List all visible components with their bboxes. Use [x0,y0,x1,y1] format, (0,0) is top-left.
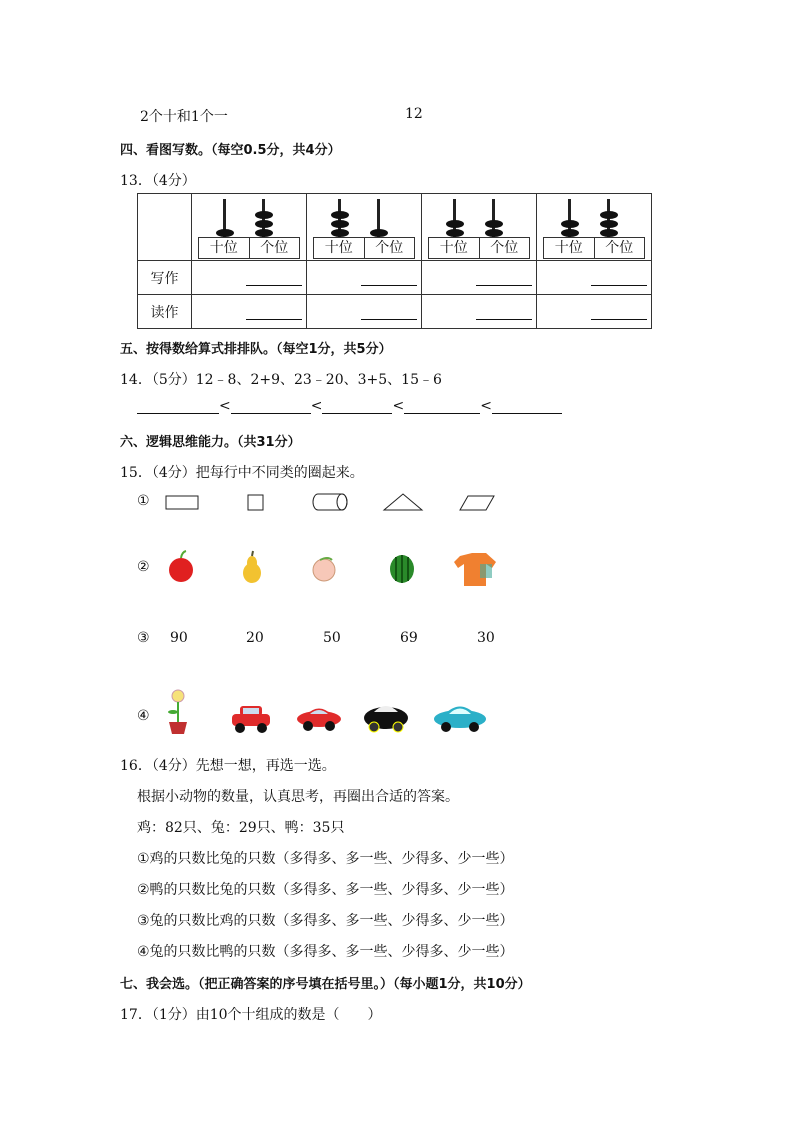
abacus-cell-4: 十位 个位 [537,194,652,261]
abacus-bead [370,229,388,237]
q17-label: 17．（1分）由10个十组成的数是（ ） [120,1007,382,1023]
section-4-title: 四、看图写数。（每空0.5分，共4分） [120,143,341,158]
write-blank-2[interactable] [361,271,417,286]
order-blank-1[interactable] [137,399,219,414]
q16-intro: 根据小动物的数量，认真思考，再圈出合适的答案。 [137,789,459,805]
cylinder-icon [313,494,347,510]
abacus-cell-2: 十位 个位 [307,194,422,261]
abacus-bead [331,229,349,237]
shirt-icon [454,553,496,586]
abacus-cell-1: 十位 个位 [192,194,307,261]
rectangle-icon [166,496,198,509]
q16-counts: 鸡：82只、兔：29只、鸭：35只 [137,820,345,836]
abacus-bead [255,220,273,228]
abacus-bead [255,229,273,237]
read-blank-4[interactable] [591,305,647,320]
peach-icon [313,558,335,581]
section-7-title: 七、我会选。（把正确答案的序号填在括号里。）（每小题1分，共10分） [120,977,531,992]
abacus-bead [485,229,503,237]
corner-cell [138,194,192,261]
black-car-icon [364,706,408,732]
red-car-icon [297,709,341,732]
number-item-5: 30 [477,630,495,646]
read-blank-1[interactable] [246,305,302,320]
q13-label: 13．（4分） [120,173,196,189]
abacus-bead [255,211,273,219]
read-blank-2[interactable] [361,305,417,320]
number-item-1: 90 [170,630,188,646]
pear-icon [243,551,261,583]
prev-question-left: 2个十和1个一 [140,109,228,125]
q16-label: 16．（4分）先想一想，再选一选。 [120,758,336,774]
row4-marker: ④ [137,708,150,724]
ordering-blanks: < < < < [137,398,562,414]
write-blank-4[interactable] [591,271,647,286]
abacus-bead [600,211,618,219]
number-item-4: 69 [400,630,418,646]
abacus-bead [446,220,464,228]
abacus-bead [485,220,503,228]
abacus-bead [561,220,579,228]
row3-marker: ③ [137,630,150,646]
q14-label: 14．（5分）12﹣8、2+9、23﹣20、3+5、15﹣6 [120,372,442,388]
q16-item-1: ①鸡的只数比兔的只数（多得多、多一些、少得多、少一些） [137,851,514,867]
section-5-title: 五、按得数给算式排排队。（每空1分，共5分） [120,342,392,357]
abacus-bead [331,220,349,228]
abacus-bead [600,220,618,228]
parallelogram-icon [460,496,494,510]
flower-pot-icon [168,690,187,734]
q15-label: 15．（4分）把每行中不同类的圈起来。 [120,465,364,481]
write-blank-3[interactable] [476,271,532,286]
read-blank-3[interactable] [476,305,532,320]
shapes-row [160,488,500,516]
row-write-label: 写作 [138,261,192,295]
apple-icon [169,551,193,582]
prev-question-right: 12 [405,106,423,122]
blue-car-icon [434,707,486,733]
q16-item-3: ③兔的只数比鸡的只数（多得多、多一些、少得多、少一些） [137,913,514,929]
watermelon-icon [390,555,414,583]
order-blank-5[interactable] [492,399,562,414]
number-item-3: 50 [323,630,341,646]
order-blank-4[interactable] [404,399,480,414]
q16-item-2: ②鸭的只数比兔的只数（多得多、多一些、少得多、少一些） [137,882,514,898]
row2-marker: ② [137,559,150,575]
abacus-bead [331,211,349,219]
q16-item-4: ④兔的只数比鸭的只数（多得多、多一些、少得多、少一些） [137,944,514,960]
abacus-bead [446,229,464,237]
order-blank-2[interactable] [231,399,311,414]
abacus-bead [216,229,234,237]
write-blank-1[interactable] [246,271,302,286]
red-car-icon [232,706,270,733]
vehicles-row [160,688,490,738]
order-blank-3[interactable] [322,399,392,414]
number-item-2: 20 [246,630,264,646]
abacus-cell-3: 十位 个位 [422,194,537,261]
abacus-table [137,193,652,329]
square-icon [248,495,263,510]
abacus-bead [600,229,618,237]
fruits-row [160,548,500,590]
abacus-bead [561,229,579,237]
section-6-title: 六、逻辑思维能力。（共31分） [120,435,301,450]
triangle-icon [384,494,422,510]
row-read-label: 读作 [138,295,192,329]
row1-marker: ① [137,493,150,509]
